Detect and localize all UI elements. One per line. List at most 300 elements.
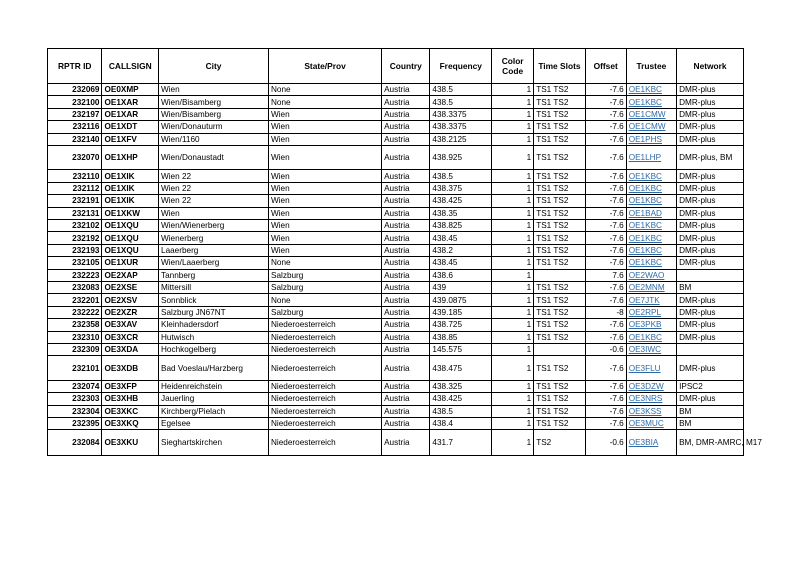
table-row (48, 84, 744, 96)
cell-callsign: OE1XUR (102, 257, 159, 269)
cell-offset: -0.6 (585, 430, 626, 456)
trustee-link[interactable]: OE1KBC (628, 196, 662, 206)
table-row (48, 257, 744, 269)
cell-state: Wien (269, 182, 382, 194)
cell-offset: -7.6 (585, 108, 626, 120)
cell-color-code: 1 (492, 405, 534, 417)
cell-country: Austria (382, 170, 430, 182)
cell-callsign: OE2XAP (102, 269, 159, 281)
cell-trustee (626, 430, 676, 456)
cell-city: Jauerling (159, 393, 269, 405)
cell-state: Wien (269, 133, 382, 145)
trustee-link[interactable]: OE1KBC (628, 221, 662, 231)
cell-network: DMR-plus (677, 84, 744, 96)
cell-city: Wien 22 (159, 195, 269, 207)
cell-country: Austria (382, 244, 430, 256)
cell-callsign: OE3XCR (102, 331, 159, 343)
cell-offset: -7.6 (585, 393, 626, 405)
cell-network: DMR-plus (677, 121, 744, 133)
cell-network: DMR-plus (677, 170, 744, 182)
cell-trustee (626, 170, 676, 182)
cell-color-code: 1 (492, 430, 534, 456)
cell-state: Wien (269, 121, 382, 133)
cell-state: Salzburg (269, 306, 382, 318)
cell-color-code: 1 (492, 108, 534, 120)
table-row (48, 145, 744, 170)
trustee-link[interactable]: OE1CMW (628, 122, 666, 132)
cell-network: DMR-plus (677, 195, 744, 207)
cell-trustee (626, 145, 676, 170)
cell-offset: -7.6 (585, 281, 626, 293)
table-row (48, 244, 744, 256)
cell-color-code: 1 (492, 380, 534, 392)
cell-state: Wien (269, 170, 382, 182)
cell-time-slots: TS1 TS2 (534, 294, 585, 306)
cell-frequency: 438.6 (430, 269, 492, 281)
trustee-link[interactable]: OE3PKB (628, 320, 662, 330)
cell-trustee (626, 207, 676, 219)
cell-trustee (626, 133, 676, 145)
cell-network: DMR-plus (677, 319, 744, 331)
cell-country: Austria (382, 405, 430, 417)
cell-city: Kleinhadersdorf (159, 319, 269, 331)
cell-callsign: OE1XIK (102, 170, 159, 182)
cell-color-code: 1 (492, 393, 534, 405)
cell-color-code: 1 (492, 244, 534, 256)
cell-color-code: 1 (492, 182, 534, 194)
cell-frequency: 439 (430, 281, 492, 293)
cell-frequency: 438.925 (430, 145, 492, 170)
cell-time-slots (534, 269, 585, 281)
table-row (48, 207, 744, 219)
cell-network: DMR-plus (677, 294, 744, 306)
cell-country: Austria (382, 207, 430, 219)
header-state: State/Prov (269, 49, 382, 84)
cell-trustee (626, 417, 676, 429)
cell-country: Austria (382, 182, 430, 194)
cell-rptr-id: 232191 (48, 195, 102, 207)
cell-color-code: 1 (492, 170, 534, 182)
cell-color-code: 1 (492, 281, 534, 293)
cell-callsign: OE1XKW (102, 207, 159, 219)
cell-rptr-id: 232070 (48, 145, 102, 170)
cell-offset: -7.6 (585, 244, 626, 256)
cell-network: DMR-plus (677, 96, 744, 108)
cell-rptr-id: 232395 (48, 417, 102, 429)
cell-network: DMR-plus (677, 220, 744, 232)
cell-country: Austria (382, 430, 430, 456)
trustee-link[interactable]: OE2WAO (628, 270, 665, 280)
cell-network: DMR-plus (677, 232, 744, 244)
cell-trustee (626, 331, 676, 343)
cell-offset: -8 (585, 306, 626, 318)
cell-callsign: OE3XDB (102, 356, 159, 381)
cell-trustee (626, 319, 676, 331)
table-row (48, 393, 744, 405)
cell-country: Austria (382, 220, 430, 232)
cell-frequency: 438.475 (430, 356, 492, 381)
cell-callsign: OE1XHP (102, 145, 159, 170)
cell-frequency: 438.3375 (430, 121, 492, 133)
cell-frequency: 439.0875 (430, 294, 492, 306)
cell-rptr-id: 232110 (48, 170, 102, 182)
cell-frequency: 438.375 (430, 182, 492, 194)
cell-trustee (626, 96, 676, 108)
cell-offset: -7.6 (585, 84, 626, 96)
cell-offset: -7.6 (585, 133, 626, 145)
cell-country: Austria (382, 281, 430, 293)
cell-callsign: OE1XFV (102, 133, 159, 145)
cell-city: Bad Voeslau/Harzberg (159, 356, 269, 381)
cell-rptr-id: 232074 (48, 380, 102, 392)
cell-city: Sieghartskirchen (159, 430, 269, 456)
trustee-link[interactable]: OE3BIA (628, 438, 659, 448)
cell-city: Salzburg JN67NT (159, 306, 269, 318)
cell-trustee (626, 393, 676, 405)
cell-color-code: 1 (492, 294, 534, 306)
table-row (48, 319, 744, 331)
cell-offset: -7.6 (585, 331, 626, 343)
trustee-link[interactable]: OE3DZW (628, 382, 664, 391)
cell-country: Austria (382, 195, 430, 207)
cell-city: Wien 22 (159, 182, 269, 194)
cell-offset: -7.6 (585, 294, 626, 306)
cell-country: Austria (382, 393, 430, 405)
cell-time-slots: TS1 TS2 (534, 356, 585, 381)
cell-trustee (626, 343, 676, 355)
cell-frequency: 438.425 (430, 393, 492, 405)
header-city: City (159, 49, 269, 84)
cell-country: Austria (382, 133, 430, 145)
cell-trustee (626, 195, 676, 207)
cell-frequency: 438.5 (430, 96, 492, 108)
cell-offset: -7.6 (585, 319, 626, 331)
cell-city: Wien (159, 84, 269, 96)
cell-color-code: 1 (492, 84, 534, 96)
cell-callsign: OE1XAR (102, 96, 159, 108)
cell-trustee (626, 84, 676, 96)
cell-network: DMR-plus (677, 244, 744, 256)
cell-offset: -7.6 (585, 356, 626, 381)
cell-rptr-id: 232223 (48, 269, 102, 281)
cell-color-code: 1 (492, 306, 534, 318)
cell-callsign: OE2XZR (102, 306, 159, 318)
cell-frequency: 438.2 (430, 244, 492, 256)
repeater-table (47, 48, 762, 456)
cell-time-slots: TS1 TS2 (534, 207, 585, 219)
cell-state: None (269, 257, 382, 269)
cell-callsign: OE3XKU (102, 430, 159, 456)
cell-state: Niederoesterreich (269, 417, 382, 429)
trustee-link[interactable]: OE2RPL (628, 307, 662, 317)
header-time-slots: Time Slots (534, 49, 585, 84)
table-row (48, 430, 744, 456)
cell-city: Egelsee (159, 417, 269, 429)
cell-country: Austria (382, 343, 430, 355)
trustee-link[interactable]: OE7JTK (628, 295, 660, 305)
cell-country: Austria (382, 269, 430, 281)
header-country: Country (382, 49, 430, 84)
header-network: Network (677, 49, 744, 84)
cell-state: None (269, 294, 382, 306)
cell-state: Niederoesterreich (269, 356, 382, 381)
cell-state: Wien (269, 145, 382, 170)
cell-callsign: OE1XAR (102, 108, 159, 120)
cell-time-slots: TS1 TS2 (534, 319, 585, 331)
cell-trustee (626, 269, 676, 281)
cell-color-code: 1 (492, 220, 534, 232)
cell-time-slots: TS1 TS2 (534, 331, 585, 343)
cell-state: Salzburg (269, 281, 382, 293)
cell-country: Austria (382, 417, 430, 429)
cell-time-slots: TS1 TS2 (534, 145, 585, 170)
cell-state: Wien (269, 232, 382, 244)
cell-trustee (626, 306, 676, 318)
cell-rptr-id: 232201 (48, 294, 102, 306)
cell-offset: -7.6 (585, 220, 626, 232)
cell-country: Austria (382, 232, 430, 244)
cell-state: Salzburg (269, 269, 382, 281)
trustee-link[interactable]: OE1KBC (628, 97, 662, 107)
cell-frequency: 438.45 (430, 257, 492, 269)
cell-rptr-id: 232100 (48, 96, 102, 108)
cell-frequency: 431.7 (430, 430, 492, 456)
cell-network: BM (677, 281, 744, 293)
table-row (48, 232, 744, 244)
cell-color-code: 1 (492, 207, 534, 219)
cell-frequency: 438.725 (430, 319, 492, 331)
cell-color-code: 1 (492, 356, 534, 381)
cell-state: Wien (269, 195, 382, 207)
cell-trustee (626, 294, 676, 306)
cell-frequency: 438.2125 (430, 133, 492, 145)
cell-color-code: 1 (492, 133, 534, 145)
cell-rptr-id: 232084 (48, 430, 102, 456)
trustee-link[interactable]: OE3MUC (628, 419, 664, 429)
cell-time-slots: TS1 TS2 (534, 244, 585, 256)
cell-rptr-id: 232197 (48, 108, 102, 120)
cell-frequency: 438.4 (430, 417, 492, 429)
cell-state: Niederoesterreich (269, 405, 382, 417)
cell-offset: -7.6 (585, 380, 626, 392)
cell-trustee (626, 281, 676, 293)
cell-frequency: 438.825 (430, 220, 492, 232)
trustee-link[interactable]: OE2MNM (628, 283, 665, 293)
cell-state: Wien (269, 207, 382, 219)
cell-state: Wien (269, 108, 382, 120)
header-trustee: Trustee (626, 49, 676, 84)
header-color-code: Color Code (492, 49, 534, 84)
cell-trustee (626, 121, 676, 133)
cell-trustee (626, 380, 676, 392)
cell-offset: -7.6 (585, 257, 626, 269)
cell-callsign: OE1XQU (102, 220, 159, 232)
table-row (48, 343, 744, 355)
trustee-link[interactable]: OE3IWC (628, 345, 662, 355)
cell-rptr-id: 232083 (48, 281, 102, 293)
cell-country: Austria (382, 294, 430, 306)
cell-state: Niederoesterreich (269, 380, 382, 392)
cell-rptr-id: 232222 (48, 306, 102, 318)
cell-time-slots: TS1 TS2 (534, 257, 585, 269)
cell-trustee (626, 244, 676, 256)
cell-rptr-id: 232116 (48, 121, 102, 133)
cell-city: Hochkogelberg (159, 343, 269, 355)
cell-time-slots: TS1 TS2 (534, 133, 585, 145)
cell-offset: -7.6 (585, 182, 626, 194)
cell-frequency: 438.425 (430, 195, 492, 207)
cell-city: Sonnblick (159, 294, 269, 306)
cell-time-slots: TS1 TS2 (534, 121, 585, 133)
cell-frequency: 438.45 (430, 232, 492, 244)
cell-state: None (269, 84, 382, 96)
cell-time-slots: TS1 TS2 (534, 108, 585, 120)
cell-frequency: 145.575 (430, 343, 492, 355)
cell-city: Laaerberg (159, 244, 269, 256)
cell-network: DMR-plus (677, 331, 744, 343)
cell-color-code: 1 (492, 232, 534, 244)
header-row (48, 49, 744, 84)
trustee-link[interactable]: OE1CMW (628, 109, 666, 119)
cell-network: DMR-plus (677, 133, 744, 145)
trustee-link[interactable]: OE1KBC (628, 171, 662, 181)
cell-color-code: 1 (492, 417, 534, 429)
cell-network: BM (677, 417, 744, 429)
table-row (48, 417, 744, 429)
cell-rptr-id: 232358 (48, 319, 102, 331)
trustee-link[interactable]: OE1KBC (628, 245, 662, 255)
cell-color-code: 1 (492, 121, 534, 133)
cell-rptr-id: 232193 (48, 244, 102, 256)
table-row (48, 269, 744, 281)
table-row (48, 195, 744, 207)
trustee-link[interactable]: OE1KBC (628, 258, 662, 268)
cell-trustee (626, 220, 676, 232)
cell-city: Wien 22 (159, 170, 269, 182)
cell-frequency: 438.5 (430, 405, 492, 417)
cell-trustee (626, 257, 676, 269)
cell-color-code: 1 (492, 257, 534, 269)
cell-state: Wien (269, 244, 382, 256)
cell-callsign: OE3XKC (102, 405, 159, 417)
table-row (48, 121, 744, 133)
cell-trustee (626, 108, 676, 120)
cell-trustee (626, 232, 676, 244)
cell-network (677, 269, 744, 281)
cell-rptr-id: 232069 (48, 84, 102, 96)
cell-state: Niederoesterreich (269, 343, 382, 355)
table-row (48, 356, 744, 381)
header-rptr-id: RPTR ID (48, 49, 102, 84)
cell-callsign: OE0XMP (102, 84, 159, 96)
cell-city: Mittersill (159, 281, 269, 293)
cell-network: IPSC2 (677, 380, 744, 392)
cell-frequency: 438.35 (430, 207, 492, 219)
cell-country: Austria (382, 356, 430, 381)
cell-state: None (269, 96, 382, 108)
cell-country: Austria (382, 306, 430, 318)
table-row (48, 96, 744, 108)
cell-offset: -0.6 (585, 343, 626, 355)
cell-color-code: 1 (492, 331, 534, 343)
cell-callsign: OE2XSV (102, 294, 159, 306)
cell-network (677, 343, 744, 355)
cell-state: Niederoesterreich (269, 393, 382, 405)
cell-offset: -7.6 (585, 96, 626, 108)
cell-city: Wien/1160 (159, 133, 269, 145)
cell-callsign: OE3XFP (102, 380, 159, 392)
cell-city: Wien/Wienerberg (159, 220, 269, 232)
trustee-link[interactable]: OE1BAD (628, 208, 662, 218)
cell-city: Kirchberg/Pielach (159, 405, 269, 417)
cell-state: Wien (269, 220, 382, 232)
cell-time-slots: TS1 TS2 (534, 393, 585, 405)
trustee-link[interactable]: OE1KBC (628, 85, 662, 95)
cell-offset: -7.6 (585, 121, 626, 133)
cell-network: DMR-plus (677, 356, 744, 381)
trustee-link[interactable]: OE1PHS (628, 134, 662, 144)
cell-country: Austria (382, 331, 430, 343)
trustee-link[interactable]: OE3FLU (628, 363, 661, 373)
cell-offset: -7.6 (585, 232, 626, 244)
cell-country: Austria (382, 108, 430, 120)
table-row (48, 108, 744, 120)
cell-network: DMR-plus (677, 306, 744, 318)
trustee-link[interactable]: OE1KBC (628, 184, 662, 194)
cell-country: Austria (382, 84, 430, 96)
table-row (48, 170, 744, 182)
cell-color-code: 1 (492, 343, 534, 355)
cell-time-slots: TS1 TS2 (534, 96, 585, 108)
cell-rptr-id: 232101 (48, 356, 102, 381)
cell-city: Tannberg (159, 269, 269, 281)
cell-callsign: OE3XAV (102, 319, 159, 331)
trustee-link[interactable]: OE1LHP (628, 153, 662, 163)
cell-city: Wien/Bisamberg (159, 108, 269, 120)
cell-color-code: 1 (492, 145, 534, 170)
trustee-link[interactable]: OE1KBC (628, 332, 662, 342)
cell-country: Austria (382, 145, 430, 170)
table-row (48, 182, 744, 194)
table-row (48, 133, 744, 145)
cell-time-slots: TS1 TS2 (534, 182, 585, 194)
cell-callsign: OE1XQU (102, 232, 159, 244)
cell-time-slots: TS1 TS2 (534, 417, 585, 429)
cell-city: Wien/Bisamberg (159, 96, 269, 108)
header-frequency: Frequency (430, 49, 492, 84)
cell-callsign: OE3XKQ (102, 417, 159, 429)
table-row (48, 331, 744, 343)
trustee-link[interactable]: OE1KBC (628, 233, 662, 243)
header-offset: Offset (585, 49, 626, 84)
cell-rptr-id: 232131 (48, 207, 102, 219)
trustee-link[interactable]: OE3KSS (628, 406, 662, 416)
cell-rptr-id: 232112 (48, 182, 102, 194)
cell-city: Wienerberg (159, 232, 269, 244)
cell-rptr-id: 232192 (48, 232, 102, 244)
cell-country: Austria (382, 380, 430, 392)
cell-network: DMR-plus (677, 182, 744, 194)
cell-frequency: 438.325 (430, 380, 492, 392)
cell-time-slots: TS1 TS2 (534, 281, 585, 293)
cell-callsign: OE1XDT (102, 121, 159, 133)
cell-country: Austria (382, 96, 430, 108)
cell-frequency: 439.185 (430, 306, 492, 318)
trustee-link[interactable]: OE3NRS (628, 394, 663, 404)
cell-network: DMR-plus (677, 393, 744, 405)
table-row (48, 405, 744, 417)
cell-callsign: OE1XQU (102, 244, 159, 256)
